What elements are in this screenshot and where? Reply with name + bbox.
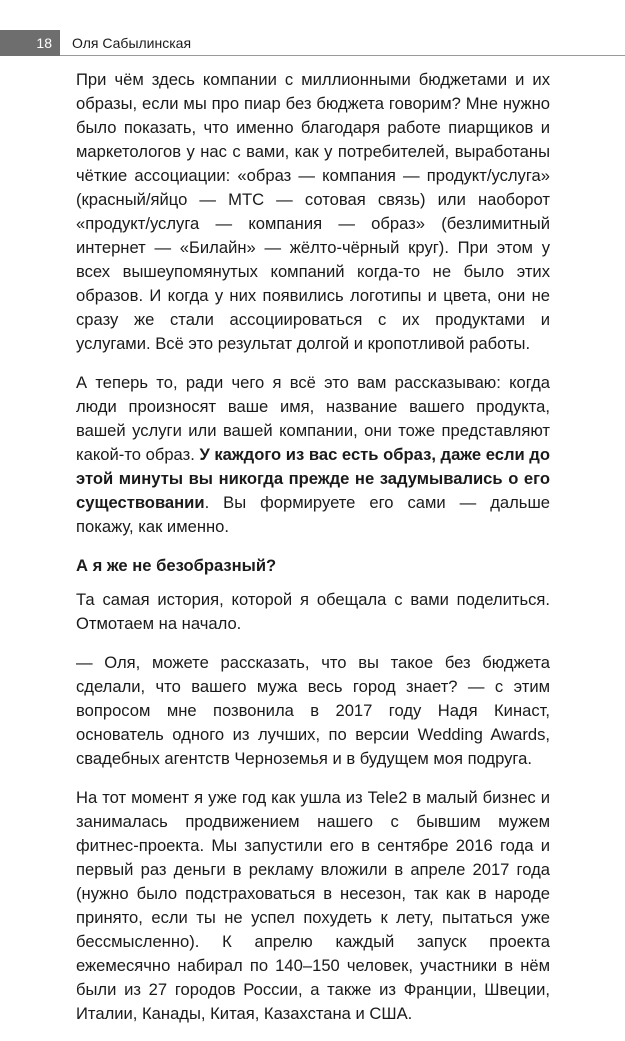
paragraph-1: При чём здесь компании с миллионными бюджетами и их образы, если мы про пиар без бюджета говорим? Мне нужно было показать, что именно благодаря работе пиарщиков и маркетологов у нас с вами, как у потребителей, выработаны чёткие ассоциации: «образ — компания — продукт/услуга» (красный/яйцо — МТС — сотовая связь) или наоборот «продукт/услуга — компания — образ» (безлимитный интернет — «Билайн» — жёлто-чёрный круг). При этом у всех вышеупомянутых компаний когда-то не было этих образов. И когда у них появились логотипы и цвета, они не сразу же стали ассоциироваться с их продуктами и услугами. Всё это результат долгой и кропотливой работы. [76,70,550,353]
paragraph-2-start: А теперь то, ради чего я всё это вам рассказываю: когда люди произносят ваше имя, название вашего продукта, вашей услуги или вашей компании, они тоже представляют какой-то образ. [76,373,550,464]
page-header [0,30,625,56]
page-body [76,68,550,1041]
paragraph-2-bold: У каждого из вас есть образ, даже если до этой минуты вы никогда прежде не задумывались о его существовании [76,445,550,512]
paragraph-3: Та самая история, которой я обещала с вами поделиться. Отмотаем на начало. [76,590,550,633]
running-head-author: Оля Сабылинская [72,35,192,51]
paragraph-2-end: . Вы формируете его сами — дальше покажу, как именно. [76,493,550,536]
paragraph-5: На тот момент я уже год как ушла из Tele2 в малый бизнес и занималась продвижением нашего с бывшим мужем фитнес-проекта. Мы запустили его в сентябре 2016 года и первый раз деньги в рекламу вложили в апреле 2017 года (нужно было подстраховаться в несезон, так как в народе принято, если ты не успел похудеть к лету, пытаться уже бессмысленно). К апрелю каждый запуск проекта ежемесячно набирал по 140–150 человек, участники в нём были из 27 городов России, а также из Франции, Швеции, Италии, Канады, Китая, Казахстана и США. [76,788,550,1023]
header-divider [60,55,625,56]
page-number: 18 [0,30,60,56]
paragraph-2 [76,371,550,539]
paragraph-4: — Оля, можете рассказать, что вы такое без бюджета сделали, что вашего мужа весь город знает? — с этим вопросом мне позвонила в 2017 году Надя Кинаст, основатель одного из лучших, по версии Wedding Awards, свадебных агентств Черноземья и в будущем моя подруга. [76,653,550,768]
section-heading: А я же не безобразный? [76,556,277,575]
